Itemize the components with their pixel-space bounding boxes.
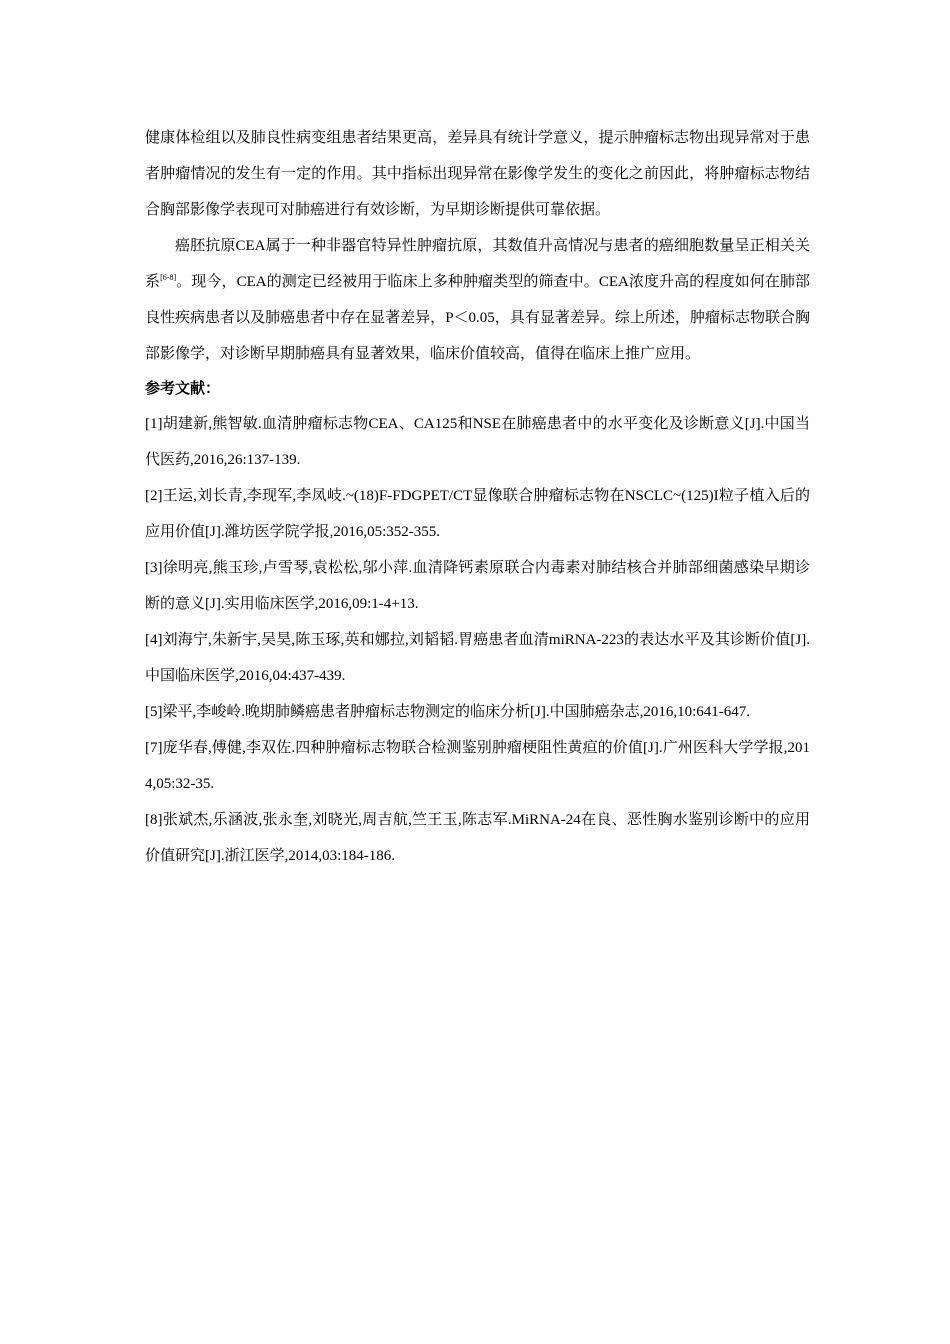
reference-item: [3]徐明亮,熊玉珍,卢雪琴,袁松松,邬小萍.血清降钙素原联合内毒素对肺结核合并肺部细菌感染早期诊断的意义[J].实用临床医学,2016,09:1-4+13.	[145, 560, 810, 612]
reference-item: [4]刘海宁,朱新宇,吴昊,陈玉琢,英和娜拉,刘韬韬.胃癌患者血清miRNA-223的表达水平及其诊断价值[J].中国临床医学,2016,04:437-439.	[145, 632, 810, 684]
reference-item: [1]胡建新,熊智敏.血清肿瘤标志物CEA、CA125和NSE在肺癌患者中的水平变化及诊断意义[J].中国当代医药,2016,26:137-139.	[145, 416, 810, 468]
body-paragraph-2-text-a: 癌胚抗原CEA属于一种非器官特异性肿瘤抗原，其数值升高情况与患者的癌细胞数量呈正相关关系	[145, 238, 810, 290]
references-heading: 参考文献：	[145, 381, 221, 397]
body-paragraph-2	[145, 228, 810, 372]
reference-item: [5]梁平,李峻岭.晚期肺鳞癌患者肿瘤标志物测定的临床分析[J].中国肺癌杂志,2016,10:641-647.	[145, 704, 750, 720]
reference-item: [2]王运,刘长青,李现军,李凤岐.~(18)F-FDGPET/CT显像联合肿瘤标志物在NSCLC~(125)I粒子植入后的应用价值[J].潍坊医学院学报,2016,05:352-355.	[145, 488, 810, 540]
document-page	[145, 120, 810, 874]
body-paragraph-1: 健康体检组以及肺良性病变组患者结果更高，差异具有统计学意义，提示肿瘤标志物出现异常对于患者肿瘤情况的发生有一定的作用。其中指标出现异常在影像学发生的变化之前因此，将肿瘤标志物结合胸部影像学表现可对肺癌进行有效诊断，为早期诊断提供可靠依据。	[145, 130, 810, 218]
reference-item: [7]庞华春,傅健,李双佐.四种肿瘤标志物联合检测鉴别肿瘤梗阻性黄疸的价值[J].广州医科大学学报,2014,05:32-35.	[145, 740, 810, 792]
references-list	[145, 406, 810, 874]
citation-superscript: [6-8]	[160, 273, 177, 282]
body-paragraph-2-text-b: 。现今，CEA的测定已经被用于临床上多种肿瘤类型的筛查中。CEA浓度升高的程度如何在肺部良性疾病患者以及肺癌患者中存在显著差异，P＜0.05，具有显著差异。综上所述，肿瘤标志物联合胸部影像学，对诊断早期肺癌具有显著效果，临床价值较高，值得在临床上推广应用。	[145, 274, 810, 362]
reference-item: [8]张斌杰,乐涵波,张永奎,刘晓光,周吉航,竺王玉,陈志军.MiRNA-24在良、恶性胸水鉴别诊断中的应用价值研究[J].浙江医学,2014,03:184-186.	[145, 812, 810, 864]
